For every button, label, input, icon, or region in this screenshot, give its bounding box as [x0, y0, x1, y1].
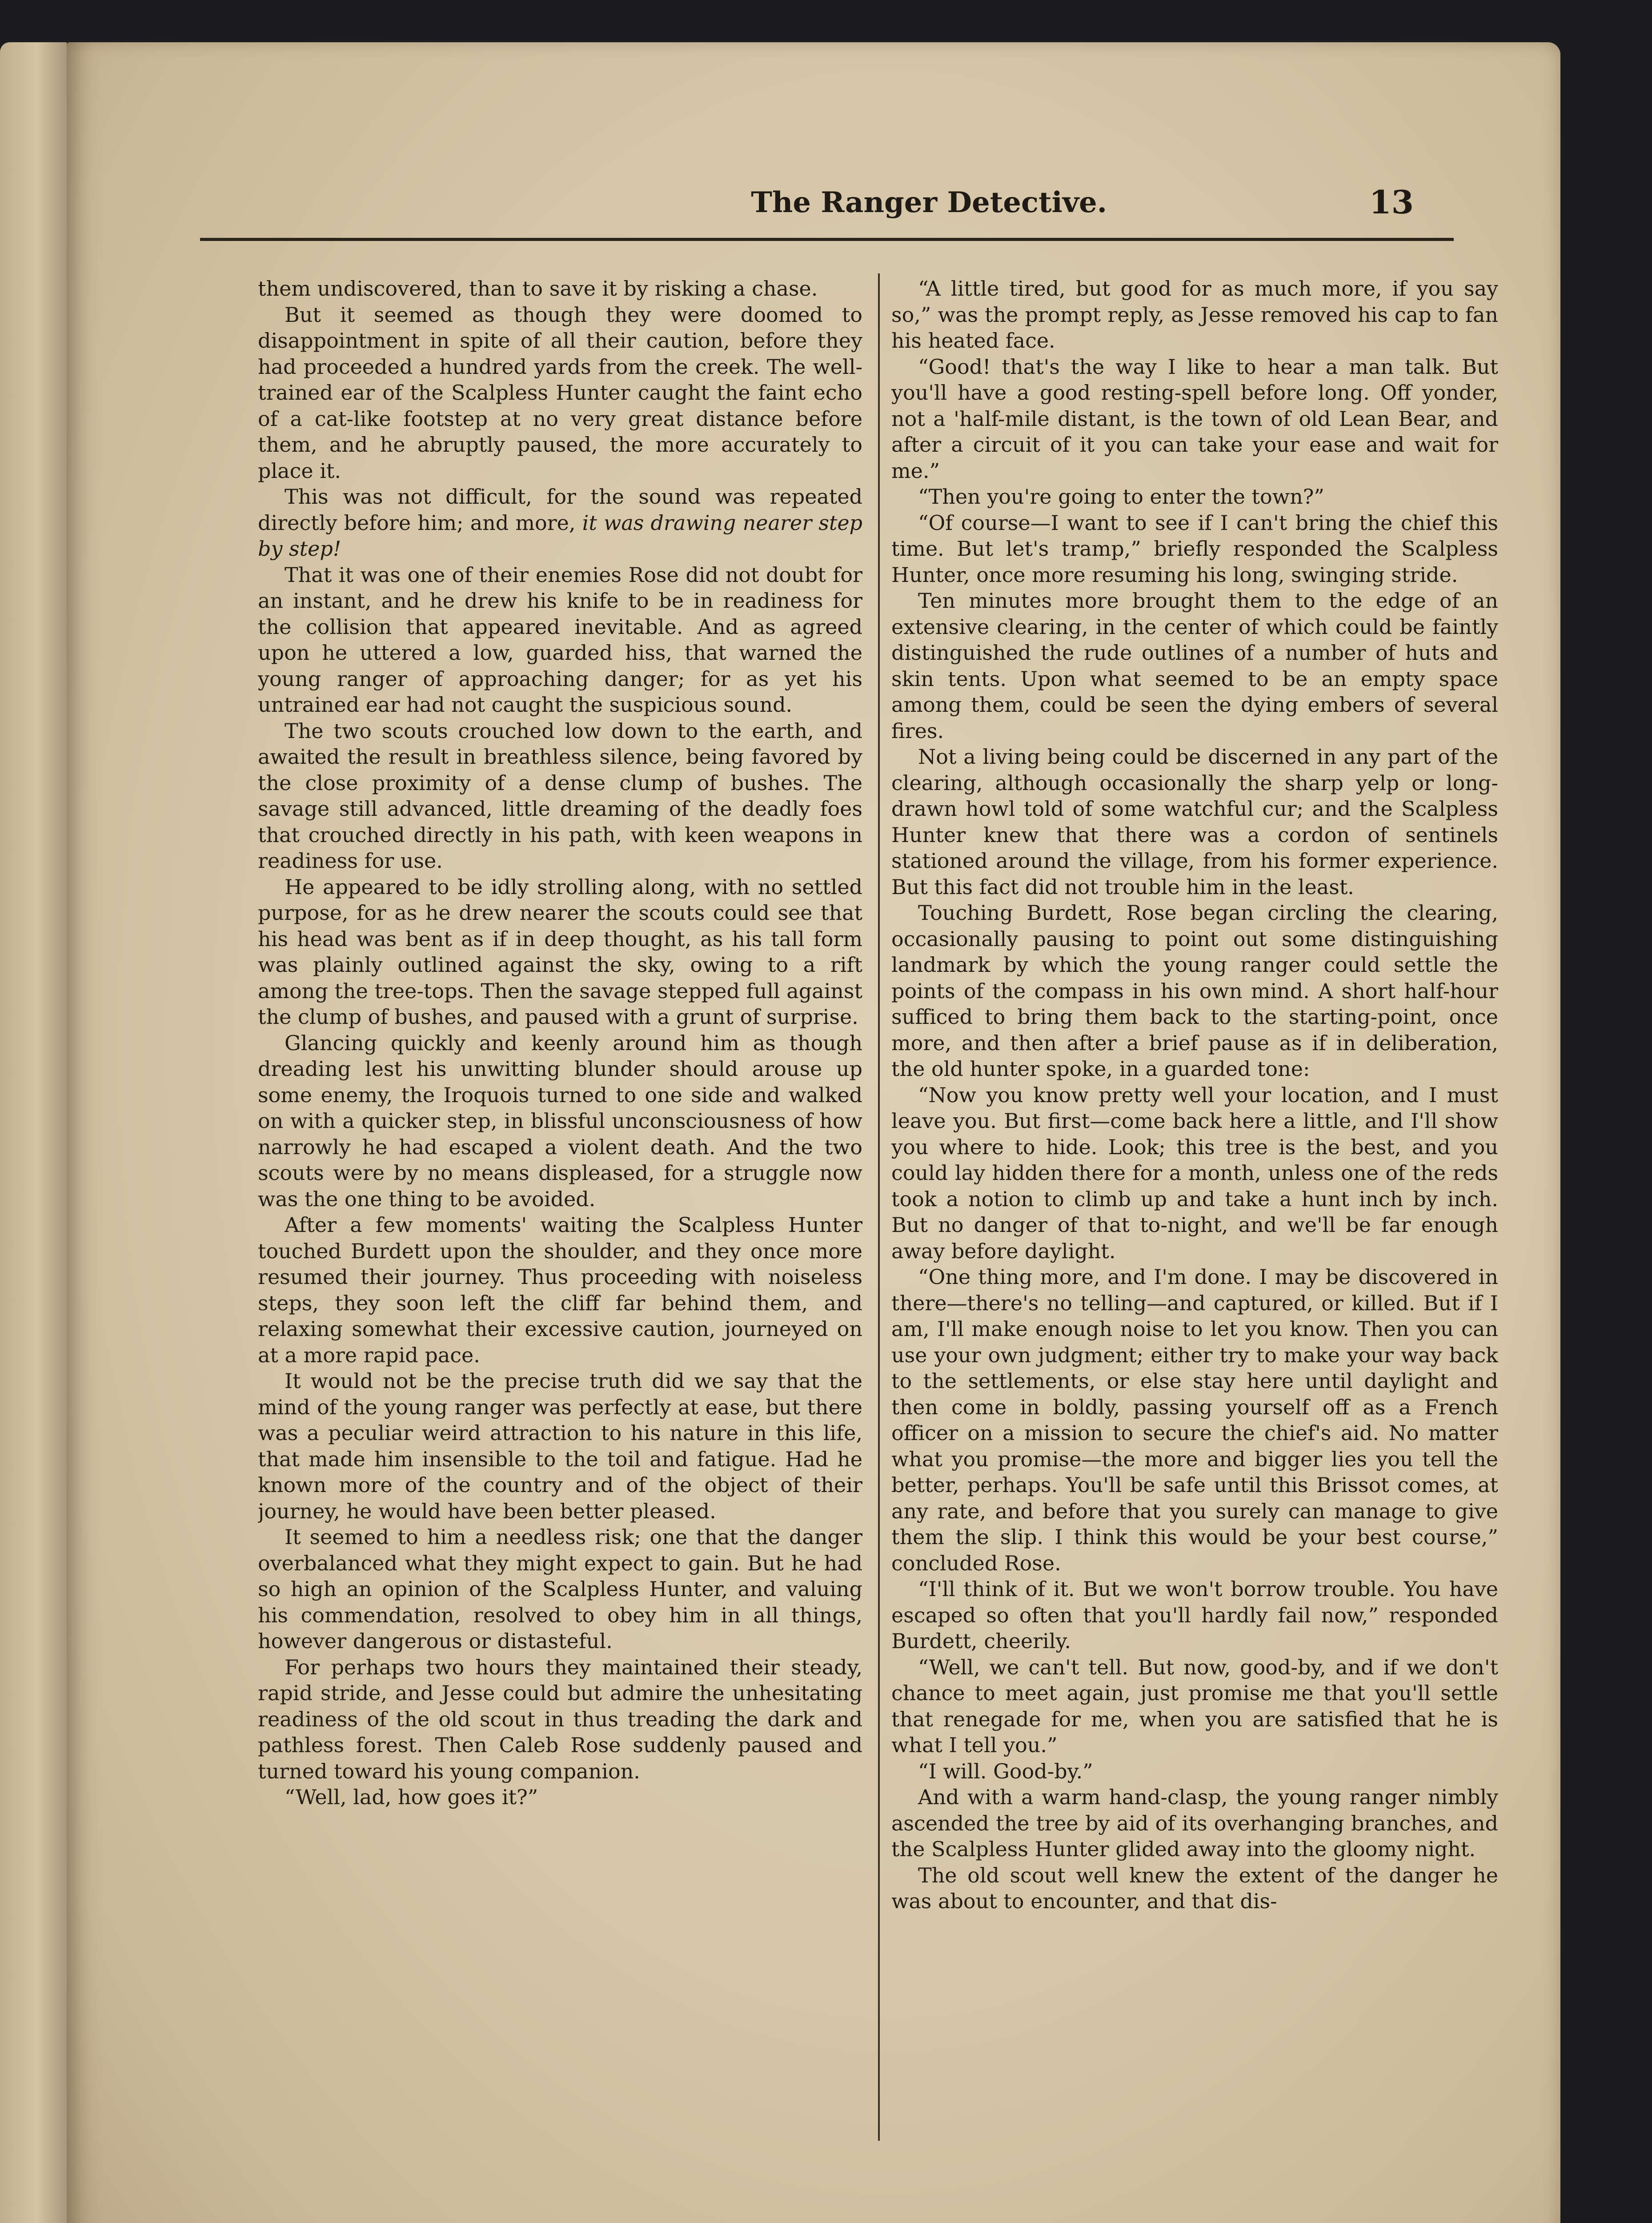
paragraph: “Now you know pretty well your location, and I must leave you. But first—come back here a little, and I'll show you where to hide. Look; this tree is the best, and you could lay hidden there for a month, unless one of the reds took a notion to climb up and take a hunt inch by inch. But no danger of that to-night, and we'll be far enough away before daylight. — [891, 1083, 1498, 1263]
paragraph: “One thing more, and I'm done. I may be discovered in there—there's no telling—and captured, or killed. But if I am, I'll make enough noise to let you know. Then you can use your own judgment; either try to make your way back to the settlements, or else stay here until daylight and then come in boldly, passing yourself off as a French officer on a mission to secure the chief's aid. No matter what you promise—the more and bigger lies you tell the better, perhaps. You'll be safe until this Brissot comes, at any rate, and before that you surely can manage to give them the slip. I think this would be your best course,” concluded Rose. — [891, 1265, 1498, 1575]
paragraph-text: This was not difficult, for the sound was repeated directly before him; and more, — [258, 485, 862, 535]
paragraph: For perhaps two hours they maintained their steady, rapid stride, and Jesse could but admire the unhesitating readiness of the old scout in thus treading the dark and pathless forest. Then Caleb Rose suddenly paused and turned toward his young companion. — [258, 1655, 862, 1783]
italic-emphasis: it was drawing nearer step by step! — [258, 510, 862, 561]
running-title: The Ranger Detective. — [751, 186, 1107, 219]
paragraph: It seemed to him a needless risk; one that the danger overbalanced what they might expect to gain. But he had so high an opinion of the Scalpless Hunter, and valuing his commendation, resolved to obey him in all things, however dangerous or distasteful. — [258, 1525, 862, 1653]
paragraph: And with a warm hand-clasp, the young ranger nimbly ascended the tree by aid of its overhanging branches, and the Scalpless Hunter glided away into the gloomy night. — [891, 1785, 1498, 1861]
page-header — [191, 160, 1463, 249]
paragraph: Not a living being could be discerned in any part of the clearing, although occasionally the sharp yelp or long-drawn howl told of some watchful cur; and the Scalpless Hunter knew that there was a cordon of sentinels stationed around the village, from his former experience. But this fact did not trouble him in the least. — [891, 745, 1498, 899]
facing-page-edge — [0, 42, 67, 2223]
paragraph — [258, 484, 862, 562]
paragraph: “Of course—I want to see if I can't bring the chief this time. But let's tramp,” briefly responded the Scalpless Hunter, once more resuming his long, swinging stride. — [891, 510, 1498, 587]
paragraph: After a few moments' waiting the Scalpless Hunter touched Burdett upon the shoulder, and they once more resumed their journey. Thus proceeding with noiseless steps, they soon left the cliff far behind them, and relaxing somewhat their excessive caution, journeyed on at a more rapid pace. — [258, 1213, 862, 1367]
paragraph: Glancing quickly and keenly around him as though dreading lest his unwitting blunder should arouse up some enemy, the Iroquois turned to one side and walked on with a quicker step, in blissful unconsciousness of how narrowly he had escaped a violent death. And the two scouts were by no means displeased, for a struggle now was the one thing to be avoided. — [258, 1031, 862, 1211]
paragraph: Ten minutes more brought them to the edge of an extensive clearing, in the center of which could be faintly distinguished the rude outlines of a number of huts and skin tents. Upon what seemed to be an empty space among them, could be seen the dying embers of several fires. — [891, 589, 1498, 743]
paragraph: them undiscovered, than to save it by risking a chase. — [258, 277, 818, 301]
paragraph: Touching Burdett, Rose began circling the clearing, occasionally pausing to point out some distinguishing landmark by which the young ranger could settle the points of the compass in his own mind. A short half-hour sufficed to bring them back to the starting-point, once more, and then after a brief pause as if in deliberation, the old hunter spoke, in a guarded tone: — [891, 901, 1498, 1081]
paragraph: “A little tired, but good for as much more, if you say so,” was the prompt reply, as Jesse removed his cap to fan his heated face. — [891, 277, 1498, 353]
column-divider — [878, 273, 880, 2141]
right-column — [891, 276, 1498, 2165]
page-number: 13 — [1369, 183, 1414, 221]
paragraph: That it was one of their enemies Rose did not doubt for an instant, and he drew his knife to be in readiness for the collision that appeared inevitable. And as agreed upon he uttered a low, guarded hiss, that warned the young ranger of approaching danger; for as yet his untrained ear had not caught the suspicious sound. — [258, 562, 862, 717]
paragraph: He appeared to be idly strolling along, with no settled purpose, for as he drew nearer the scouts could see that his head was bent as if in deep thought, as his tall form was plainly outlined against the sky, owing to a rift among the tree-tops. Then the savage stepped full against the clump of bushes, and paused with a grunt of surprise. — [258, 875, 862, 1029]
paragraph: But it seemed as though they were doomed to disappointment in spite of all their caution, before they had proceeded a hundred yards from the creek. The well-trained ear of the Scalpless Hunter caught the faint echo of a cat-like footstep at no very great distance before them, and he abruptly paused, the more accurately to place it. — [258, 302, 862, 483]
paragraph: “Well, we can't tell. But now, good-by, and if we don't chance to meet again, just promise me that you'll settle that renegade for me, when you are satisfied that he is what I tell you.” — [891, 1655, 1498, 1757]
paragraph: The old scout well knew the extent of the danger he was about to encounter, and that dis- — [891, 1863, 1498, 1913]
paragraph: “I'll think of it. But we won't borrow trouble. You have escaped so often that you'll hardly fail now,” responded Burdett, cheerily. — [891, 1577, 1498, 1653]
left-column — [258, 276, 862, 2165]
paragraph: It would not be the precise truth did we say that the mind of the young ranger was perfectly at ease, but there was a peculiar weird attraction to his nature in this life, that made him insensible to the toil and fatigue. Had he known more of the country and of the object of their journey, he would have been better pleased. — [258, 1369, 862, 1523]
paragraph: “I will. Good-by.” — [918, 1759, 1093, 1783]
paragraph: “Then you're going to enter the town?” — [918, 485, 1324, 509]
paragraph: “Good! that's the way I like to hear a man talk. But you'll have a good resting-spell before long. Off yonder, not a 'half-mile distant, is the town of old Lean Bear, and after a circuit of it you can take your ease and wait for me.” — [891, 354, 1498, 483]
paragraph: The two scouts crouched low down to the earth, and awaited the result in breathless silence, being favored by the close proximity of a dense clump of bushes. The savage still advanced, little dreaming of the deadly foes that crouched directly in his path, with keen weapons in readiness for use. — [258, 718, 862, 873]
header-rule — [200, 238, 1454, 241]
paragraph: “Well, lad, how goes it?” — [285, 1785, 538, 1809]
